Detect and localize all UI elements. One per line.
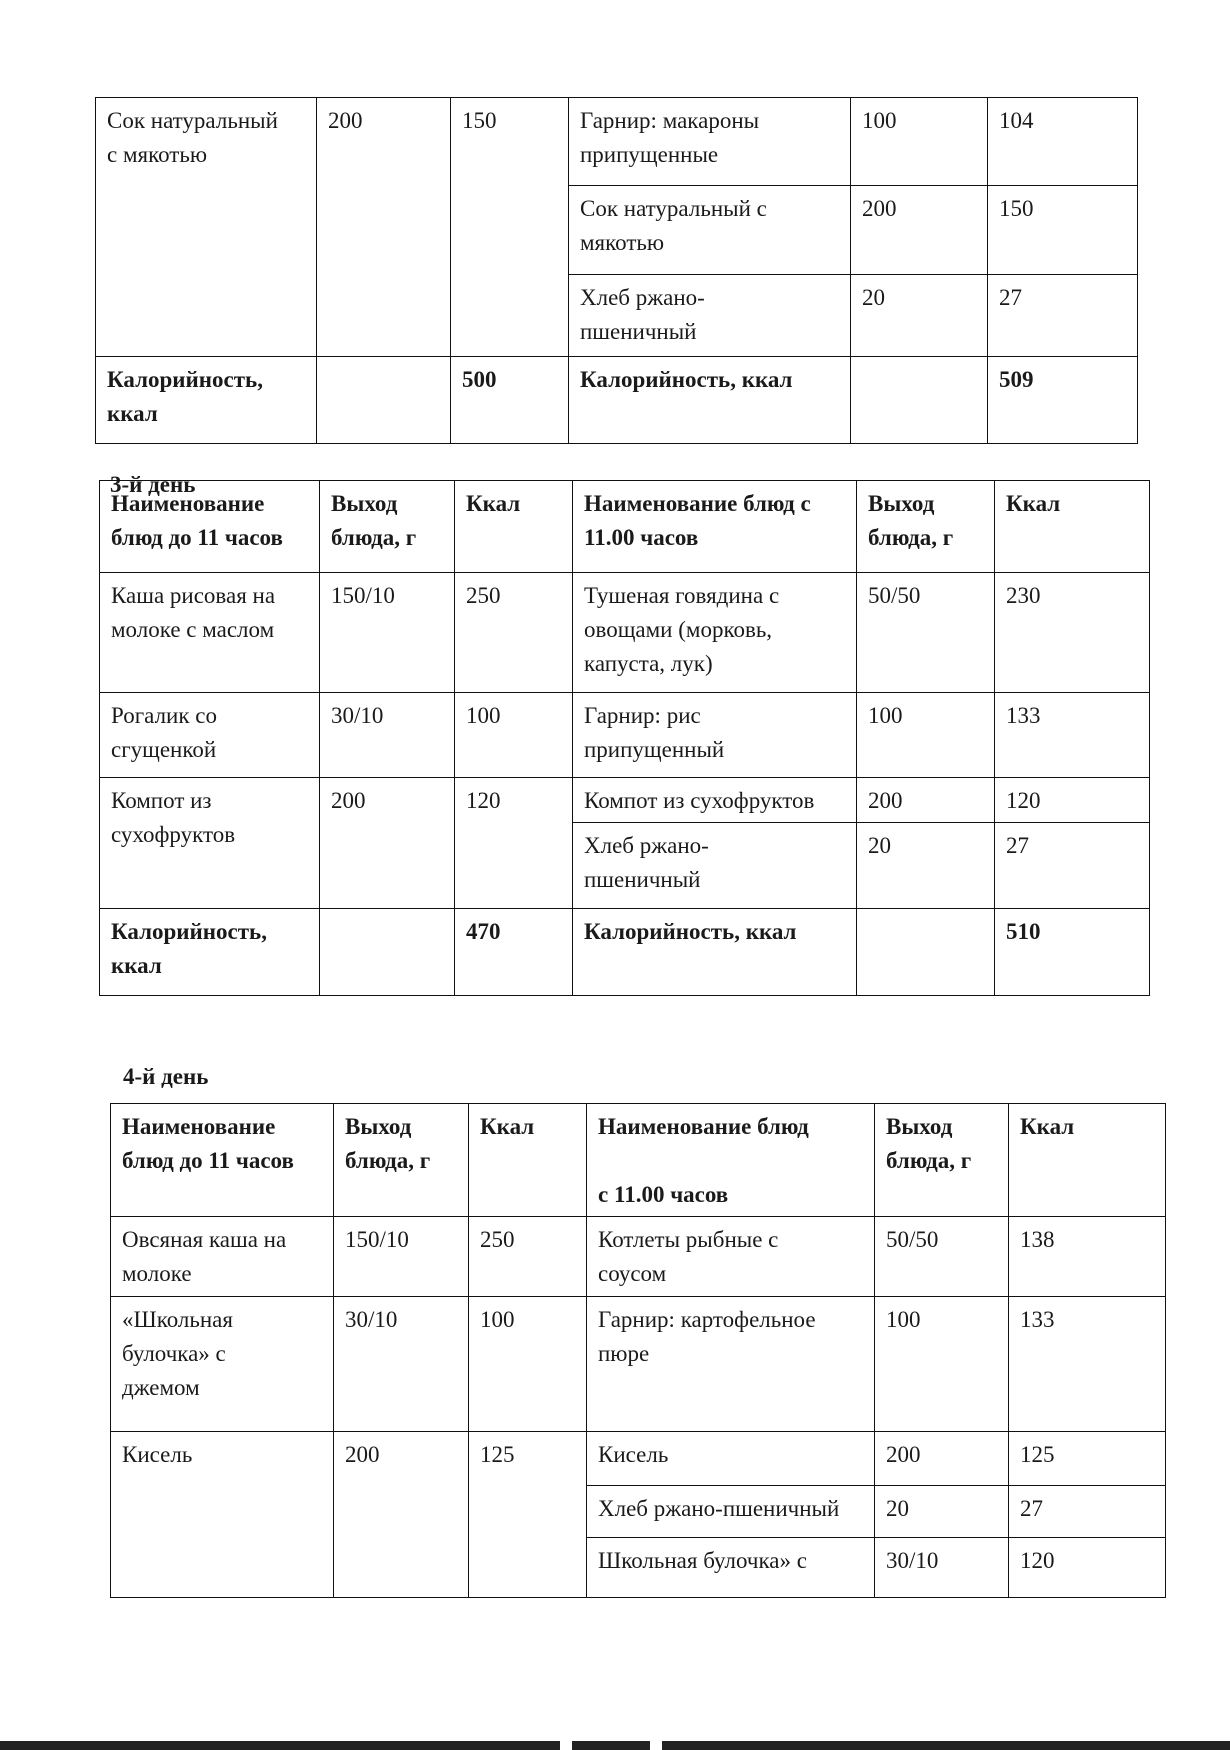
table-row: [111, 1104, 1166, 1217]
table-cell: 230: [995, 573, 1150, 693]
table-cell: 27: [988, 275, 1138, 357]
table-cell: 200: [851, 186, 988, 275]
table-cell: 30/10: [875, 1538, 1009, 1598]
table-cell: 200: [320, 778, 455, 909]
table-cell-bold: Ккал: [469, 1104, 587, 1217]
table-cell: 20: [857, 823, 995, 909]
table-cell-bold: 510: [995, 909, 1150, 996]
table-cell: 150/10: [320, 573, 455, 693]
table-cell: Школьная булочка» с: [587, 1538, 875, 1598]
table-row: [111, 1217, 1166, 1297]
table-row: [100, 693, 1150, 778]
table-cell: 27: [995, 823, 1150, 909]
table-cell: 138: [1009, 1217, 1166, 1297]
table-cell-bold: Выход блюда, г: [857, 481, 995, 573]
table-cell: Гарнир: рис припущенный: [573, 693, 857, 778]
table-cell: 27: [1009, 1486, 1166, 1538]
table-cell: Котлеты рыбные с соусом: [587, 1217, 875, 1297]
table-cell: Сок натуральный с мякотью: [569, 186, 851, 275]
table-cell-bold: Наименование блюд до 11 часов: [111, 1104, 334, 1217]
table-cell-bold: Калорийность, ккал: [100, 909, 320, 996]
table-cell: [857, 909, 995, 996]
table-cell: Рогалик со сгущенкой: [100, 693, 320, 778]
table-cell: 20: [851, 275, 988, 357]
table-row: [111, 1432, 1166, 1486]
table-cell: 50/50: [857, 573, 995, 693]
table-cell: 150: [451, 98, 569, 357]
table-cell: 100: [857, 693, 995, 778]
table-cell: Овсяная каша на молоке: [111, 1217, 334, 1297]
table-cell: 120: [455, 778, 573, 909]
table-cell-bold: 500: [451, 357, 569, 444]
table-cell: Кисель: [587, 1432, 875, 1486]
table-cell: Кисель: [111, 1432, 334, 1598]
table-cell-bold: Наименование блюд с 11.00 часов: [573, 481, 857, 573]
table-cell: 100: [851, 98, 988, 186]
day-3-title: 3-й день: [110, 472, 196, 497]
table-cell: 100: [875, 1297, 1009, 1432]
table-cell: 100: [455, 693, 573, 778]
table-cell: Хлеб ржано- пшеничный: [569, 275, 851, 357]
table-row: [100, 481, 1150, 573]
table-cell-bold: 509: [988, 357, 1138, 444]
table-row: [111, 1297, 1166, 1432]
table-cell: 20: [875, 1486, 1009, 1538]
table-cell-bold: Выход блюда, г: [320, 481, 455, 573]
table-cell: [317, 357, 451, 444]
table-row: [100, 573, 1150, 693]
table-cell-bold: Наименование блюд с 11.00 часов: [587, 1104, 875, 1217]
table-cell: [320, 909, 455, 996]
menu-table-day3: [99, 480, 1150, 996]
table-cell: 200: [334, 1432, 469, 1598]
table-cell: 200: [317, 98, 451, 357]
table-row: [96, 98, 1138, 186]
table-cell: 30/10: [334, 1297, 469, 1432]
table-cell: 30/10: [320, 693, 455, 778]
table-cell: Тушеная говядина с овощами (морковь, капуста, лук): [573, 573, 857, 693]
table-row: [100, 909, 1150, 996]
table-cell-bold: Ккал: [995, 481, 1150, 573]
table-cell: 125: [469, 1432, 587, 1598]
table-cell: Гарнир: картофельное пюре: [587, 1297, 875, 1432]
table-cell-bold: Ккал: [1009, 1104, 1166, 1217]
table-cell-bold: Выход блюда, г: [875, 1104, 1009, 1217]
table-cell-bold: Калорийность, ккал: [573, 909, 857, 996]
scan-edge-artifact: [0, 1741, 1230, 1750]
table-cell: «Школьная булочка» с джемом: [111, 1297, 334, 1432]
table-cell: 133: [1009, 1297, 1166, 1432]
table-cell: 250: [455, 573, 573, 693]
table-cell-bold: Ккал: [455, 481, 573, 573]
table-cell: Хлеб ржано- пшеничный: [573, 823, 857, 909]
menu-table-day4: [110, 1103, 1166, 1598]
table-cell: Каша рисовая на молоке с маслом: [100, 573, 320, 693]
menu-table-day2-end: [95, 97, 1138, 444]
table-cell: 133: [995, 693, 1150, 778]
table-cell-bold: Выход блюда, г: [334, 1104, 469, 1217]
table-cell-bold: Наименование блюд до 11 часов: [100, 481, 320, 573]
table-cell: 150: [988, 186, 1138, 275]
table-cell-bold: Калорийность, ккал: [569, 357, 851, 444]
table-row: [100, 778, 1150, 823]
table-cell: Гарнир: макароны припущенные: [569, 98, 851, 186]
table-cell: Компот из сухофруктов: [573, 778, 857, 823]
table-cell: 50/50: [875, 1217, 1009, 1297]
table-cell-bold: Калорийность, ккал: [96, 357, 317, 444]
table-cell: 100: [469, 1297, 587, 1432]
table-cell: Компот из сухофруктов: [100, 778, 320, 909]
table-cell: 104: [988, 98, 1138, 186]
table-cell: 125: [1009, 1432, 1166, 1486]
table-cell: 150/10: [334, 1217, 469, 1297]
table-cell: 200: [857, 778, 995, 823]
day-4-title: 4-й день: [123, 1064, 209, 1089]
table-cell: 120: [995, 778, 1150, 823]
table-cell: Сок натуральный с мякотью: [96, 98, 317, 357]
table-cell: Хлеб ржано-пшеничный: [587, 1486, 875, 1538]
table-row: [96, 357, 1138, 444]
table-cell: [851, 357, 988, 444]
table-cell: 200: [875, 1432, 1009, 1486]
table-cell: 120: [1009, 1538, 1166, 1598]
table-cell: 250: [469, 1217, 587, 1297]
table-cell-bold: 470: [455, 909, 573, 996]
